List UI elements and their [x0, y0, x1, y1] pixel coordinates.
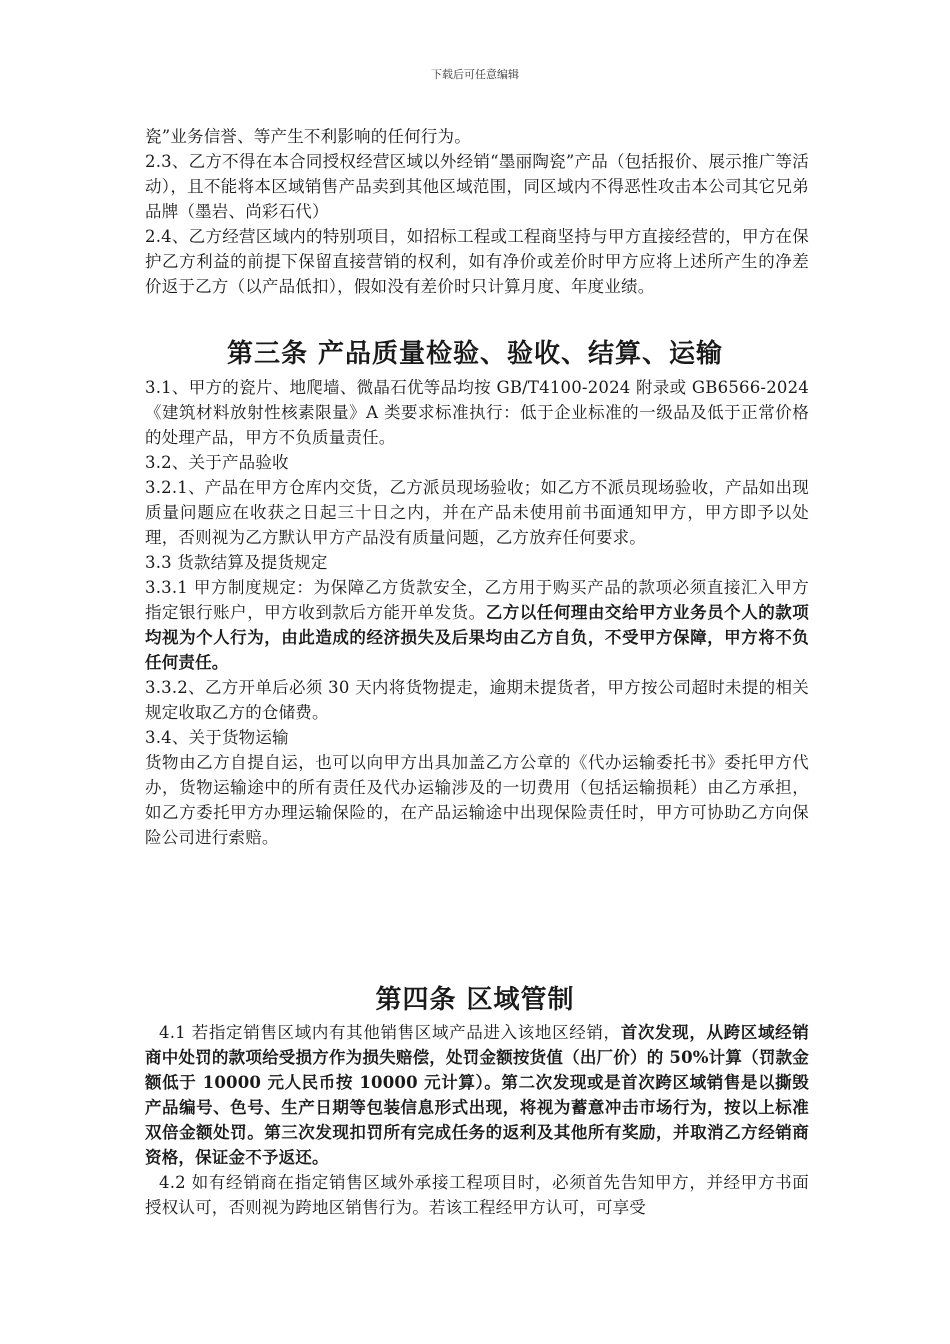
- paragraph-3-2-1: 3.2.1、产品在甲方仓库内交货，乙方派员现场验收；如乙方不派员现场验收，产品如出现质量问题应在收获之日起三十日之内，并在产品未使用前书面通知甲方，甲方即予以处理，否则视为乙方默认甲方产品没有质量问题，乙方放弃任何要求。: [145, 478, 809, 547]
- paragraph: 瓷”业务信誉、等产生不利影响的任何行为。: [145, 127, 471, 146]
- paragraph-4-2: 4.2 如有经销商在指定销售区域外承接工程项目时，必须首先告知甲方，并经甲方书面授权认可，否则视为跨地区销售行为。若该工程经甲方认可，可享受: [145, 1173, 809, 1217]
- paragraph-3-1: 3.1、甲方的瓷片、地爬墙、微晶石优等品均按 GB/T4100-2024 附录或 GB6566-2024《建筑材料放射性核素限量》A 类要求标准执行：低于企业标准的一级品及低于正常价格的处理产品，甲方不负质量责任。: [145, 378, 809, 447]
- section4-body: [145, 1020, 809, 1220]
- paragraph-4-1-text: 4.1 若指定销售区域内有其他销售区域产品进入该地区经销，: [159, 1023, 621, 1042]
- paragraph-2-3: 2.3、乙方不得在本合同授权经营区域以外经销“墨丽陶瓷”产品（包括报价、展示推广等活动），且不能将本区域销售产品卖到其他区域范围，同区域内不得恶性攻击本公司其它兄弟品牌（墨岩、尚彩石代）: [145, 152, 809, 221]
- paragraph-3-4: 3.4、关于货物运输: [145, 728, 289, 747]
- section2-continuation: [145, 124, 809, 299]
- paragraph-2-4: 2.4、乙方经营区域内的特别项目，如招标工程或工程商坚持与甲方直接经营的，甲方在保护乙方利益的前提下保留直接营销的权利，如有净价或差价时甲方应将上述所产生的净差价返于乙方（以产品低扣），假如没有差价时只计算月度、年度业绩。: [145, 227, 809, 296]
- paragraph-3-3: 3.3 货款结算及提货规定: [145, 553, 328, 572]
- section3-heading: 第三条 产品质量检验、验收、结算、运输: [226, 339, 724, 369]
- paragraph-3-3-2: 3.3.2、乙方开单后必须 30 天内将货物提走，逾期未提货者，甲方按公司超时未提的相关规定收取乙方的仓储费。: [145, 678, 809, 722]
- paragraph-4-1: [145, 1020, 809, 1170]
- paragraph-3-4-body: 货物由乙方自提自运，也可以向甲方出具加盖乙方公章的《代办运输委托书》委托甲方代办，货物运输途中的所有责任及代办运输涉及的一切费用（包括运输损耗）由乙方承担，如乙方委托甲方办理运输保险的，在产品运输途中出现保险责任时，甲方可协助乙方向保险公司进行索赔。: [145, 753, 809, 847]
- paragraph-4-1-bold-text: 首次发现，从跨区域经销商中处罚的款项给受损方作为损失赔偿，处罚金额按货值（出厂价）的 50%计算（罚款金额低于 10000 元人民币按 10000 元计算）。第二次发现或是首次跨区域销售是以撕毁产品编号、色号、生产日期等包装信息形式出现，将视为蓄意冲击市场行为，按以上标准双倍金额处罚。第三次发现扣罚所有完成任务的返利及其他所有奖励，并取消乙方经销商资格，保证金不予返还。: [145, 1023, 809, 1167]
- paragraph-3-2: 3.2、关于产品验收: [145, 453, 289, 472]
- page-header-note: 下载后可任意编辑: [431, 68, 519, 81]
- paragraph-3-3-1-bold-text: 乙方以任何理由交给甲方业务员个人的款项均视为个人行为，由此造成的经济损失及后果均由乙方自负，不受甲方保障，甲方将不负任何责任。: [145, 603, 809, 672]
- paragraph-3-3-1-text: 3.3.1 甲方制度规定：为保障乙方货款安全，乙方用于购买产品的款项必须直接汇入甲方指定银行账户，甲方收到款后方能开单发货。: [145, 578, 809, 622]
- paragraph-3-3-1: [145, 575, 809, 675]
- section3-body: [145, 375, 809, 850]
- section4-heading: 第四条 区域管制: [375, 985, 575, 1015]
